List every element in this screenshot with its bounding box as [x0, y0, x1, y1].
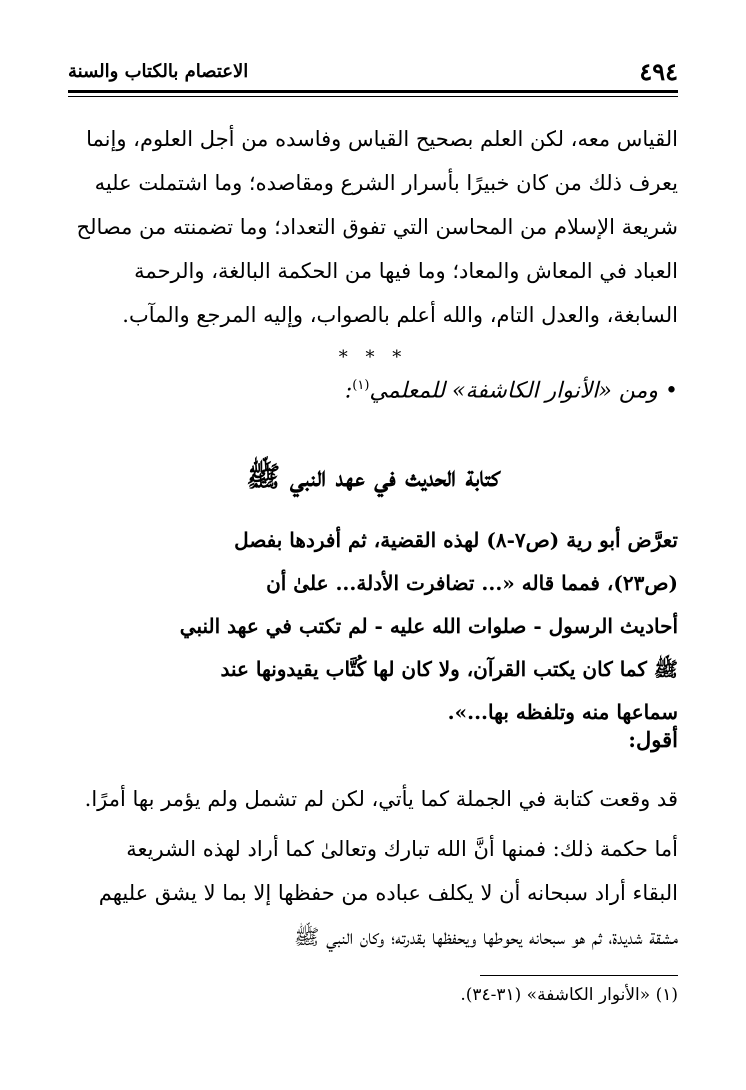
paragraph-1	[68, 117, 678, 337]
quote-line: ﷺ كما كان يكتب القرآن، ولا كان لها كُتَّاب يقيدونها عند	[220, 657, 678, 681]
quote-line: تعرَّض أبو رية (ص٧-٨) لهذه القضية، ثم أفردها بفصل	[234, 528, 678, 552]
response-label: أقول:	[628, 727, 678, 752]
text-line: أما حكمة ذلك: فمنها أنَّ الله تبارك وتعالىٰ كما أراد لهذه الشريعة	[126, 837, 678, 861]
text-line: السابغة، والعدل التام، والله أعلم بالصواب، وإليه المرجع والمآب.	[122, 303, 678, 327]
footnote-rule	[480, 975, 678, 976]
header-rule-thin	[68, 96, 678, 97]
source-intro-text: ومن «الأنوار الكاشفة» للمعلمي	[369, 378, 659, 404]
page-number: ٤٩٤	[639, 57, 678, 86]
footnote: (١) «الأنوار الكاشفة» (٣١-٣٤).	[460, 985, 678, 1005]
text-line: القياس معه، لكن العلم بصحيح القياس وفاسده من أجل العلوم، وإنما	[86, 127, 678, 151]
text-line: العباد في المعاش والمعاد؛ وما فيها من الحكمة البالغة، والرحمة	[134, 259, 678, 283]
source-intro-colon: :	[344, 378, 353, 404]
paragraph-3	[68, 827, 678, 959]
section-heading: كتابة الحديث في عهد النبي ﷺ	[246, 460, 500, 493]
text-line: مشقة شديدة، ثم هو سبحانه يحوطها ويحفظها بقدرته؛ وكان النبي ﷺ	[294, 925, 678, 949]
text-line: البقاء أراد سبحانه أن لا يكلف عباده من حفظها إلا بما لا يشق عليهم	[98, 881, 678, 905]
quote-line: أحاديث الرسول - صلوات الله عليه - لم تكتب في عهد النبي	[179, 614, 678, 638]
paragraph-2: قد وقعت كتابة في الجملة كما يأتي، لكن لم تشمل ولم يؤمر بها أمرًا.	[84, 787, 678, 811]
footnote-ref: (١)	[352, 378, 370, 393]
header-rule-thick	[68, 90, 678, 93]
page-header	[68, 55, 678, 89]
section-separator: * * *	[338, 347, 408, 368]
bullet: •	[665, 378, 678, 404]
quoted-passage	[68, 519, 678, 734]
quote-line: (ص٢٣)، فمما قاله «... تضافرت الأدلة... علىٰ أن	[266, 571, 678, 595]
running-title: الاعتصام بالكتاب والسنة	[68, 61, 249, 82]
text-line: يعرف ذلك من كان خبيرًا بأسرار الشرع ومقاصده؛ وما اشتملت عليه	[94, 171, 678, 195]
quote-line: سماعها منه وتلفظه بها...».	[447, 700, 678, 724]
text-line: شريعة الإسلام من المحاسن التي تفوق التعداد؛ وما تضمنته من مصالح	[76, 215, 678, 239]
source-intro	[345, 378, 678, 403]
